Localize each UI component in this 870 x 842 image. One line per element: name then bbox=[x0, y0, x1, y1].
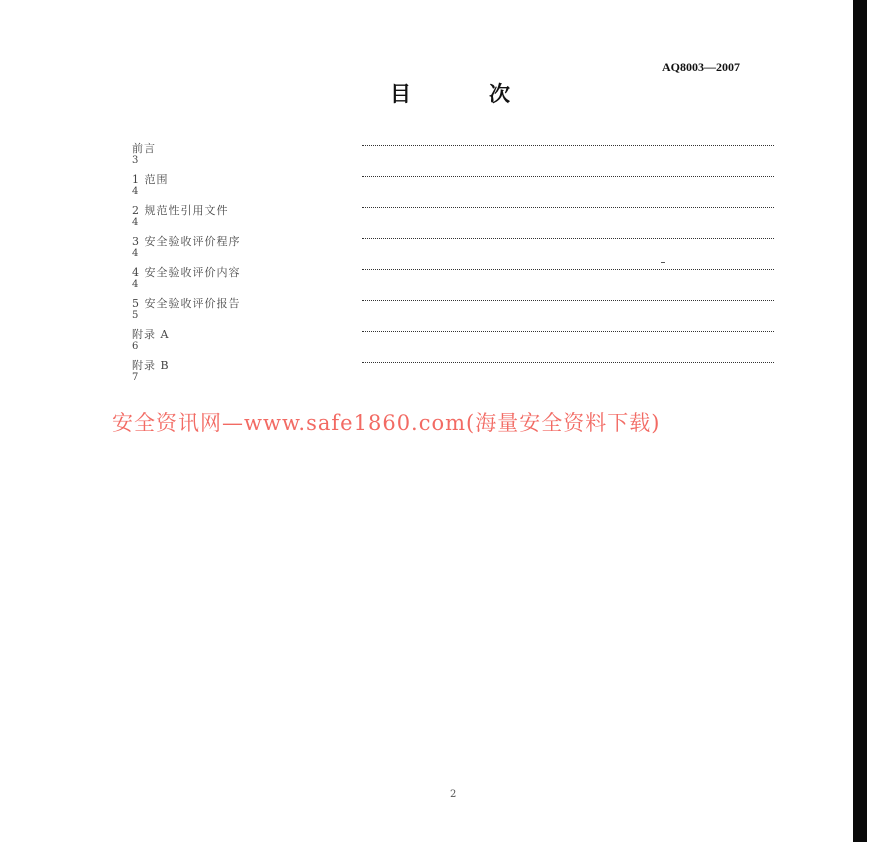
toc-entry-label: 5 安全验收评价报告 bbox=[132, 297, 241, 310]
toc-entry-label: 前言 bbox=[132, 142, 156, 155]
toc-entry-page: 5 bbox=[132, 310, 139, 321]
title-char-2: 次 bbox=[489, 81, 510, 106]
toc-entry-label: 1 范围 bbox=[132, 173, 169, 186]
toc-entry-page: 4 bbox=[132, 217, 139, 228]
toc-entry[interactable] bbox=[132, 357, 774, 388]
toc-leader-dots bbox=[362, 206, 774, 208]
scan-edge-bar bbox=[853, 0, 867, 842]
toc-entry-page: 4 bbox=[132, 279, 139, 290]
toc-leader-dots bbox=[362, 330, 774, 332]
toc-entry-label: 3 安全验收评价程序 bbox=[132, 235, 241, 248]
toc-entry[interactable] bbox=[132, 295, 774, 326]
toc-leader-dots bbox=[362, 299, 774, 301]
toc-entry[interactable] bbox=[132, 326, 774, 357]
document-code: AQ8003—2007 bbox=[662, 60, 740, 74]
toc-entry-label: 附录 A bbox=[132, 328, 170, 341]
title-char-1: 目 bbox=[390, 81, 411, 106]
toc-entry-label: 4 安全验收评价内容 bbox=[132, 266, 241, 279]
toc-leader-dots bbox=[362, 268, 774, 270]
toc-entry-page: 6 bbox=[132, 341, 139, 352]
toc-leader-dots bbox=[362, 175, 774, 177]
toc-entry[interactable] bbox=[132, 264, 774, 295]
toc-entry-page: 3 bbox=[132, 155, 139, 166]
toc-entry[interactable] bbox=[132, 202, 774, 233]
table-of-contents bbox=[132, 140, 774, 388]
toc-entry-page: 4 bbox=[132, 248, 139, 259]
toc-entry-label: 附录 B bbox=[132, 359, 170, 372]
scan-speck bbox=[661, 262, 665, 263]
page-number: 2 bbox=[450, 789, 457, 800]
toc-leader-dots bbox=[362, 361, 774, 363]
watermark-text: 安全资讯网—www.safe1860.com(海量安全资料下载) bbox=[112, 411, 661, 435]
toc-entry[interactable] bbox=[132, 233, 774, 264]
toc-entry[interactable] bbox=[132, 171, 774, 202]
toc-entry[interactable] bbox=[132, 140, 774, 171]
toc-leader-dots bbox=[362, 144, 774, 146]
toc-entry-label: 2 规范性引用文件 bbox=[132, 204, 229, 217]
toc-entry-page: 7 bbox=[132, 372, 139, 383]
toc-leader-dots bbox=[362, 237, 774, 239]
toc-entry-page: 4 bbox=[132, 186, 139, 197]
page-title bbox=[390, 78, 510, 108]
